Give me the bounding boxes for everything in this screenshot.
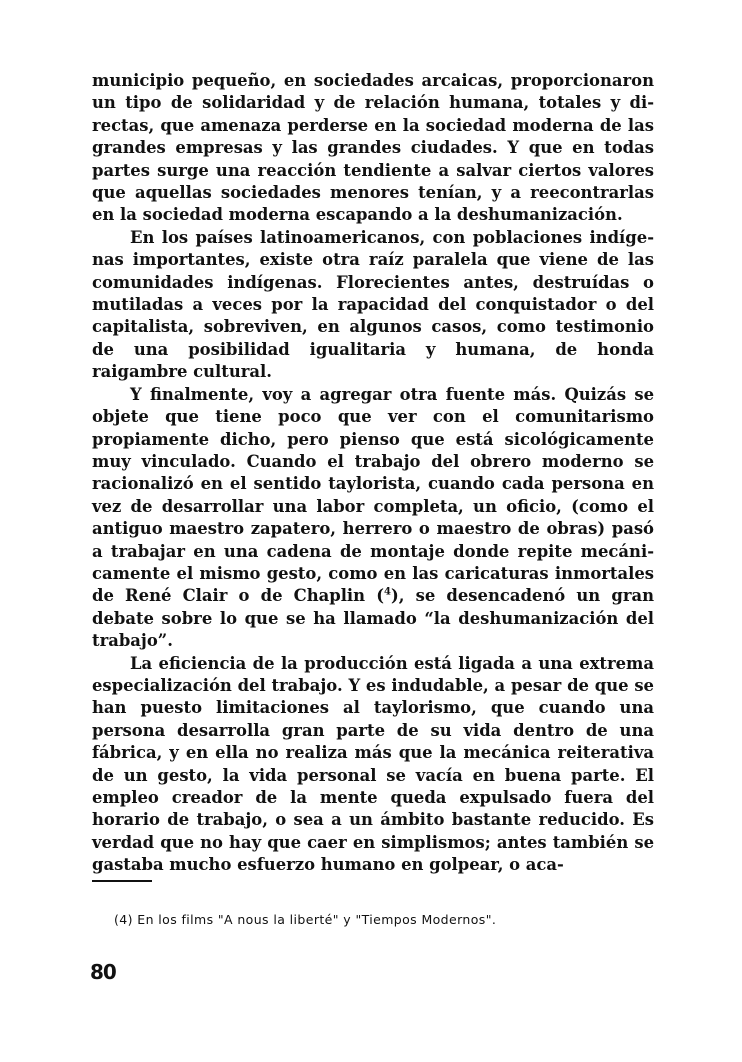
main-text (92, 70, 654, 877)
footnote-reference: 4 (384, 586, 391, 598)
footnote-divider (92, 880, 152, 882)
paragraph-1: municipio pequeño, en sociedades arcaicas, proporcionaron un tipo de solidaridad y de relación humana, totales y directas, que amenaza perderse en la sociedad moderna de las grandes empresas y las grandes ciudades. Y que en todas partes surge una reacción tendiente a salvar ciertos valores que aquellas sociedades menores tenían, y a reecontrarlas en la sociedad moderna escapando a la deshumanización. (92, 71, 654, 225)
footnote: (4) En los films "A nous la liberté" y "Tiempos Modernos". (114, 912, 497, 927)
paragraph-3-text-before: Y finalmente, voy a agregar otra fuente más. Quizás se objete que tiene poco que ver con el comunitarismo propiamente dicho, pero pienso que está sicológicamente muy vinculado. Cuando el trabajo del obrero moderno se racionalizó en el sentido taylorista, cuando cada persona en vez de desarrollar una labor completa, un oficio, (como el antiguo maestro zapatero, herrero o maestro de obras) pasó a trabajar en una cadena de montaje donde repite mecánicamente el mismo gesto, como en las caricaturas inmortales de René Clair o de Chaplin ( (92, 384, 654, 606)
paragraph-3 (92, 384, 654, 653)
page-body (92, 70, 654, 877)
paragraph-3-text-after: ), se desencadenó un gran debate sobre lo que se ha llamado “la deshumanización del trabajo”. (92, 586, 654, 651)
page-number: 80 (90, 960, 116, 984)
paragraph-4: La eficiencia de la producción está ligada a una extrema especialización del trabajo. Y es indudable, a pesar de que se han puesto limitaciones al taylorismo, que cuando una persona desarrolla gran parte de su vida dentro de una fábrica, y en ella no realiza más que la mecánica reiterativa de un gesto, la vida personal se vacía en buena parte. El empleo creador de la mente queda expulsado fuera del horario de trabajo, o sea a un ámbito bastante reducido. Es verdad que no hay que caer en simplismos; antes también se gastaba mucho esfuerzo humano en golpear, o aca- (92, 653, 654, 875)
paragraph-2: En los países latinoamericanos, con poblaciones indígenas importantes, existe otra raíz paralela que viene de las comunidades indígenas. Florecientes antes, destruídas o mutiladas a veces por la rapacidad del conquistador o del capitalista, sobreviven, en algunos casos, como testimonio de una posibilidad igualitaria y humana, de honda raigambre cultural. (92, 227, 654, 382)
